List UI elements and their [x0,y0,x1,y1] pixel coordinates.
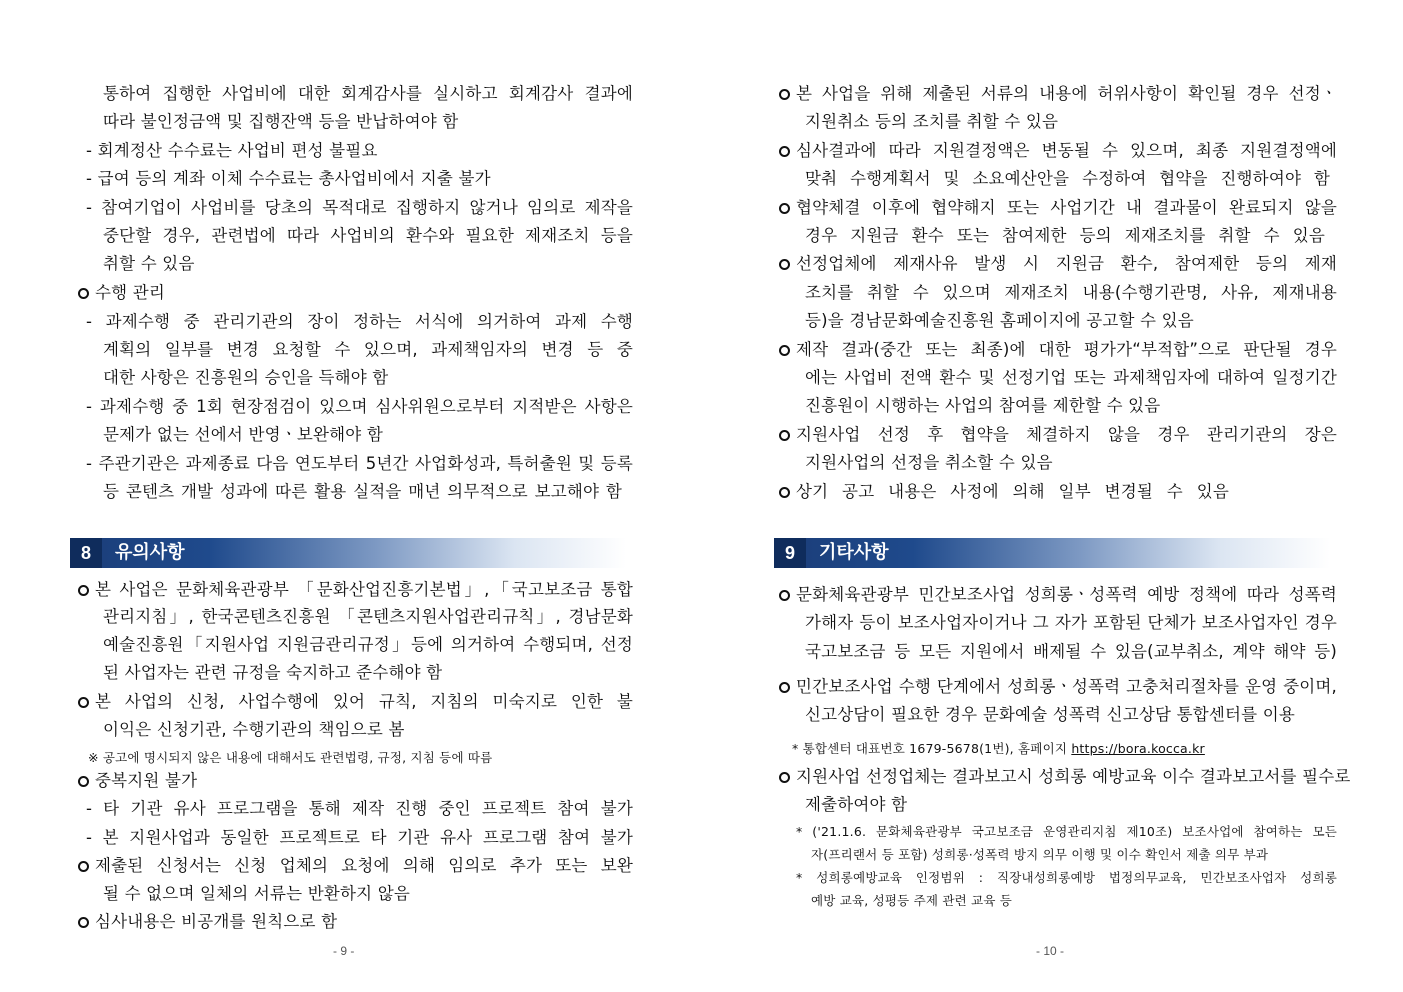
body-line: 조치를 취할 수 있으며 제재조치 내용(수행기관명, 사유, 제재내용 [805,283,1337,302]
hollow-circle-bullet-icon [78,585,89,596]
body-line: 이익은 신청기관, 수행기관의 책임으로 봄 [103,720,405,739]
hollow-circle-bullet-icon [78,917,89,928]
homepage-link[interactable]: https://bora.kocca.kr [1071,741,1205,756]
body-line: 문제가 없는 선에서 반영ㆍ보완해야 함 [103,425,384,444]
bullet-item: 지원사업 선정업체는 결과보고시 성희롱 예방교육 이수 결과보고서를 필수로 [779,765,1337,789]
body-line: 맞춰 수행계획서 및 소요예산안을 수정하여 협약을 진행하여야 함 [805,169,1330,188]
hollow-circle-bullet-icon [779,430,790,441]
dash-item: - 과제수행 중 1회 현장점검이 있으며 심사위원으로부터 지적받은 사항은 [86,397,633,416]
dash-item: - 회계정산 수수료는 사업비 편성 불필요 [86,141,378,160]
body-line: 중단할 경우, 관련법에 따라 사업비의 환수와 필요한 제재조치 등을 [103,226,633,245]
hollow-circle-bullet-icon [779,345,790,356]
bullet-item: 본 사업은 문화체육관광부 「문화산업진흥기본법」,「국고보조금 통합 [78,578,633,602]
bullet-item: 수행 관리 [78,281,165,305]
dash-item: - 본 지원사업과 동일한 프로젝트로 타 기관 유사 프로그램 참여 불가 [86,828,633,847]
body-line: 지원사업의 선정을 취소할 수 있음 [805,453,1053,472]
note-line: * 통합센터 대표번호 1679-5678(1번), 홈페이지 https://bora.kocca.kr [792,741,1205,756]
body-line: 등)을 경남문화예술진흥원 홈페이지에 공고할 수 있음 [805,311,1194,330]
hollow-circle-bullet-icon [78,861,89,872]
page-number: - 10 - [1036,944,1065,958]
body-line: 에는 사업비 전액 환수 및 선정기업 또는 과제책임자에 대하여 일정기간 [805,368,1337,387]
hollow-circle-bullet-icon [779,203,790,214]
body-line: 대한 사항은 진흥원의 승인을 득해야 함 [103,368,389,387]
note-line: ※ 공고에 명시되지 않은 내용에 대해서도 관련법령, 규정, 지침 등에 따름 [88,750,493,765]
bullet-item: 제작 결과(중간 또는 최종)에 대한 평가가“부적합”으로 판단될 경우 [779,338,1337,362]
section-title: 기타사항 [819,542,889,563]
body-line: 따라 불인정금액 및 집행잔액 등을 반납하여야 함 [103,112,459,131]
hollow-circle-bullet-icon [779,487,790,498]
body-line: 지원취소 등의 조치를 취할 수 있음 [805,112,1059,131]
body-line: 신고상담이 필요한 경우 문화예술 성폭력 신고상담 통합센터를 이용 [805,705,1296,724]
bullet-item: 중복지원 불가 [78,769,197,793]
note-line: 예방 교육, 성평등 주제 관련 교육 등 [811,893,1013,908]
note-line: * 성희롱예방교육 인정범위 : 직장내성희롱예방 법정의무교육, 민간보조사업자 성희롱 [796,870,1337,885]
body-line: 된 사업자는 관련 규정을 숙지하고 준수해야 함 [103,663,443,682]
body-line: 경우 지원금 환수 또는 참여제한 등의 제재조치를 취할 수 있음 [805,226,1325,245]
dash-item: - 과제수행 중 관리기관의 장이 정하는 서식에 의거하여 과제 수행 [86,312,633,331]
hollow-circle-bullet-icon [779,146,790,157]
body-line: 될 수 없으며 일체의 서류는 반환하지 않음 [103,884,411,903]
body-line: 등 콘텐츠 개발 성과에 따른 활용 실적을 매년 의무적으로 보고해야 함 [103,482,622,501]
dash-item: - 주관기관은 과제종료 다음 연도부터 5년간 사업화성과, 특허출원 및 등록 [86,454,633,473]
bullet-item: 협약체결 이후에 협약해지 또는 사업기간 내 결과물이 완료되지 않을 [779,196,1337,220]
section-number: 8 [70,538,102,568]
bullet-item: 상기 공고 내용은 사정에 의해 일부 변경될 수 있음 [779,480,1229,504]
hollow-circle-bullet-icon [779,682,790,693]
dash-item: - 타 기관 유사 프로그램을 통해 제작 진행 중인 프로젝트 참여 불가 [86,799,633,818]
note-line: * ('21.1.6. 문화체육관광부 국고보조금 운영관리지침 제10조) 보조사업에 참여하는 모든 [796,824,1337,839]
bullet-item: 민간보조사업 수행 단계에서 성희롱ㆍ성폭력 고충처리절차를 운영 중이며, [779,675,1337,699]
section-header-8 [70,538,626,568]
hollow-circle-bullet-icon [779,590,790,601]
hollow-circle-bullet-icon [779,259,790,270]
body-line: 예술진흥원「지원사업 지원금관리규정」등에 의거하여 수행되며, 선정 [103,635,633,654]
body-line: 국고보조금 등 모든 지원에서 배제될 수 있음(교부취소, 계약 해약 등) [805,642,1337,661]
body-line: 가해자 등이 보조사업자이거나 그 자가 포함된 단체가 보조사업자인 경우 [805,613,1337,632]
bullet-item: 문화체육관광부 민간보조사업 성희롱ㆍ성폭력 예방 정책에 따라 성폭력 [779,583,1337,607]
right-page [702,0,1403,992]
hollow-circle-bullet-icon [78,697,89,708]
hollow-circle-bullet-icon [779,772,790,783]
body-line: 제출하여야 함 [805,795,908,814]
bullet-item: 심사결과에 따라 지원결정액은 변동될 수 있으며, 최종 지원결정액에 [779,139,1337,163]
hollow-circle-bullet-icon [78,776,89,787]
note-line: 자(프리랜서 등 포함) 성희롱·성폭력 방지 의무 이행 및 이수 확인서 제출 의무 부과 [811,847,1269,862]
body-line: 계획의 일부를 변경 요청할 수 있으며, 과제책임자의 변경 등 중 [103,340,633,359]
bullet-item: 본 사업의 신청, 사업수행에 있어 규칙, 지침의 미숙지로 인한 불 [78,690,633,714]
body-line: 취할 수 있음 [103,254,195,273]
dash-item: - 참여기업이 사업비를 당초의 목적대로 집행하지 않거나 임의로 제작을 [86,198,633,217]
body-line: 통하여 집행한 사업비에 대한 회계감사를 실시하고 회계감사 결과에 [103,84,633,103]
page-number: - 9 - [333,944,355,958]
bullet-item: 선정업체에 제재사유 발생 시 지원금 환수, 참여제한 등의 제재 [779,252,1337,276]
body-line: 진흥원이 시행하는 사업의 참여를 제한할 수 있음 [805,396,1161,415]
section-number: 9 [774,538,806,568]
bullet-item: 본 사업을 위해 제출된 서류의 내용에 허위사항이 확인될 경우 선정ㆍ [779,82,1337,106]
dash-item: - 급여 등의 계좌 이체 수수료는 총사업비에서 지출 불가 [86,169,491,188]
bullet-item: 지원사업 선정 후 협약을 체결하지 않을 경우 관리기관의 장은 [779,423,1337,447]
section-title: 유의사항 [115,542,185,563]
hollow-circle-bullet-icon [779,89,790,100]
section-header-9 [774,538,1330,568]
hollow-circle-bullet-icon [78,288,89,299]
bullet-item: 심사내용은 비공개를 원칙으로 함 [78,910,337,934]
body-line: 관리지침」, 한국콘텐츠진흥원 「콘텐츠지원사업관리규칙」, 경남문화 [103,607,633,626]
bullet-item: 제출된 신청서는 신청 업체의 요청에 의해 임의로 추가 또는 보완 [78,854,633,878]
